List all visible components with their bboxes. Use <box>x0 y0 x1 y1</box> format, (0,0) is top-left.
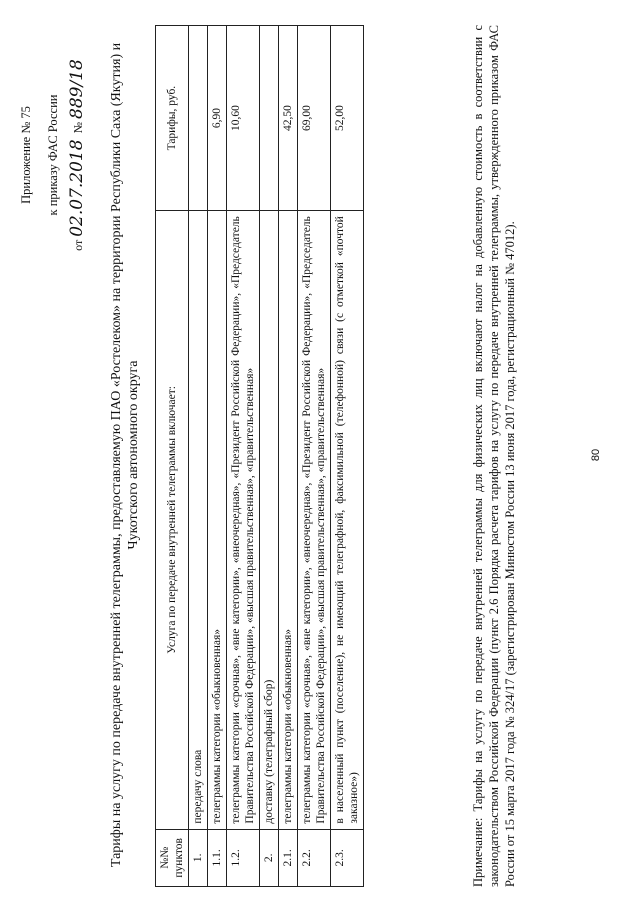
from-label: от <box>71 239 85 251</box>
row-service: доставку (телеграфный сбор) <box>260 211 279 829</box>
row-tariff <box>260 26 279 211</box>
table-row <box>279 26 298 887</box>
table-row <box>208 26 227 887</box>
order-date: 02.07.2018 <box>67 139 87 237</box>
page-number: 80 <box>590 448 602 462</box>
row-tariff: 52,00 <box>331 26 364 211</box>
row-service: телеграммы категории «обыкновенная» <box>208 211 227 829</box>
row-tariff: 42,50 <box>279 26 298 211</box>
row-service: телеграммы категории «срочная», «вне категории», «внеочередная», «Президент Российской Федерации», «Председатель Правительства Российской Федерации», «высшая правительственная», «правительственная» <box>298 211 331 829</box>
row-num: 2.1. <box>279 829 298 886</box>
row-service: в населенный пункт (поселение), не имеющий телеграфной, факсимильной (телефонной) связи (с отметкой «почтой заказное») <box>331 211 364 829</box>
row-num: 1. <box>189 829 208 886</box>
row-tariff: 6,90 <box>208 26 227 211</box>
table-header-row <box>156 26 189 887</box>
row-tariff <box>189 26 208 211</box>
tariff-table <box>155 25 364 887</box>
row-num: 1.2. <box>227 829 260 886</box>
table-row <box>260 26 279 887</box>
appendix-date-line <box>69 25 86 285</box>
row-service: телеграммы категории «обыкновенная» <box>279 211 298 829</box>
footnote: Примечание: Тарифы на услугу по передаче внутренней телеграммы для физических лиц включают налог на добавленную стоимость в соответствии с законодательством Российской Федерации (пункт 2.6 Порядка расчета тарифов на услугу по передаче внутренней телеграммы, утвержденного приказом ФАС России от 15 марта 2017 года № 324/17 (зарегистрирован Минюстом России 13 июня 2017 года, регистрационный № 47012). <box>471 25 517 887</box>
header-tariff: Тарифы, руб. <box>156 26 189 211</box>
table-row <box>227 26 260 887</box>
table-row <box>331 26 364 887</box>
row-num: 2. <box>260 829 279 886</box>
document-title: Тарифы на услугу по передаче внутренней телеграммы, предоставляемую ПАО «Ростелеком» на территории Республики Саха (Якутия) и Чукотского автономного округа <box>109 42 141 868</box>
table-row <box>189 26 208 887</box>
row-service: передачу слова <box>189 211 208 829</box>
row-tariff: 69,00 <box>298 26 331 211</box>
table-row <box>298 26 331 887</box>
appendix-order-ref: к приказу ФАС России <box>45 94 60 216</box>
number-label: № <box>71 121 85 134</box>
appendix-block <box>20 25 86 285</box>
appendix-number: Приложение № 75 <box>19 106 33 204</box>
row-tariff: 10,60 <box>227 26 260 211</box>
header-service: Услуга по передаче внутренней телеграммы включает: <box>156 211 189 829</box>
row-service: телеграммы категории «срочная», «вне категории», «внеочередная», «Президент Российской Федерации», «Председатель Правительства Российской Федерации», «высшая правительственная», «правительственная» <box>227 211 260 829</box>
row-num: 1.1. <box>208 829 227 886</box>
row-num: 2.3. <box>331 829 364 886</box>
order-number: 889/18 <box>67 59 87 119</box>
row-num: 2.2. <box>298 829 331 886</box>
header-num: №№ пунктов <box>156 829 189 886</box>
